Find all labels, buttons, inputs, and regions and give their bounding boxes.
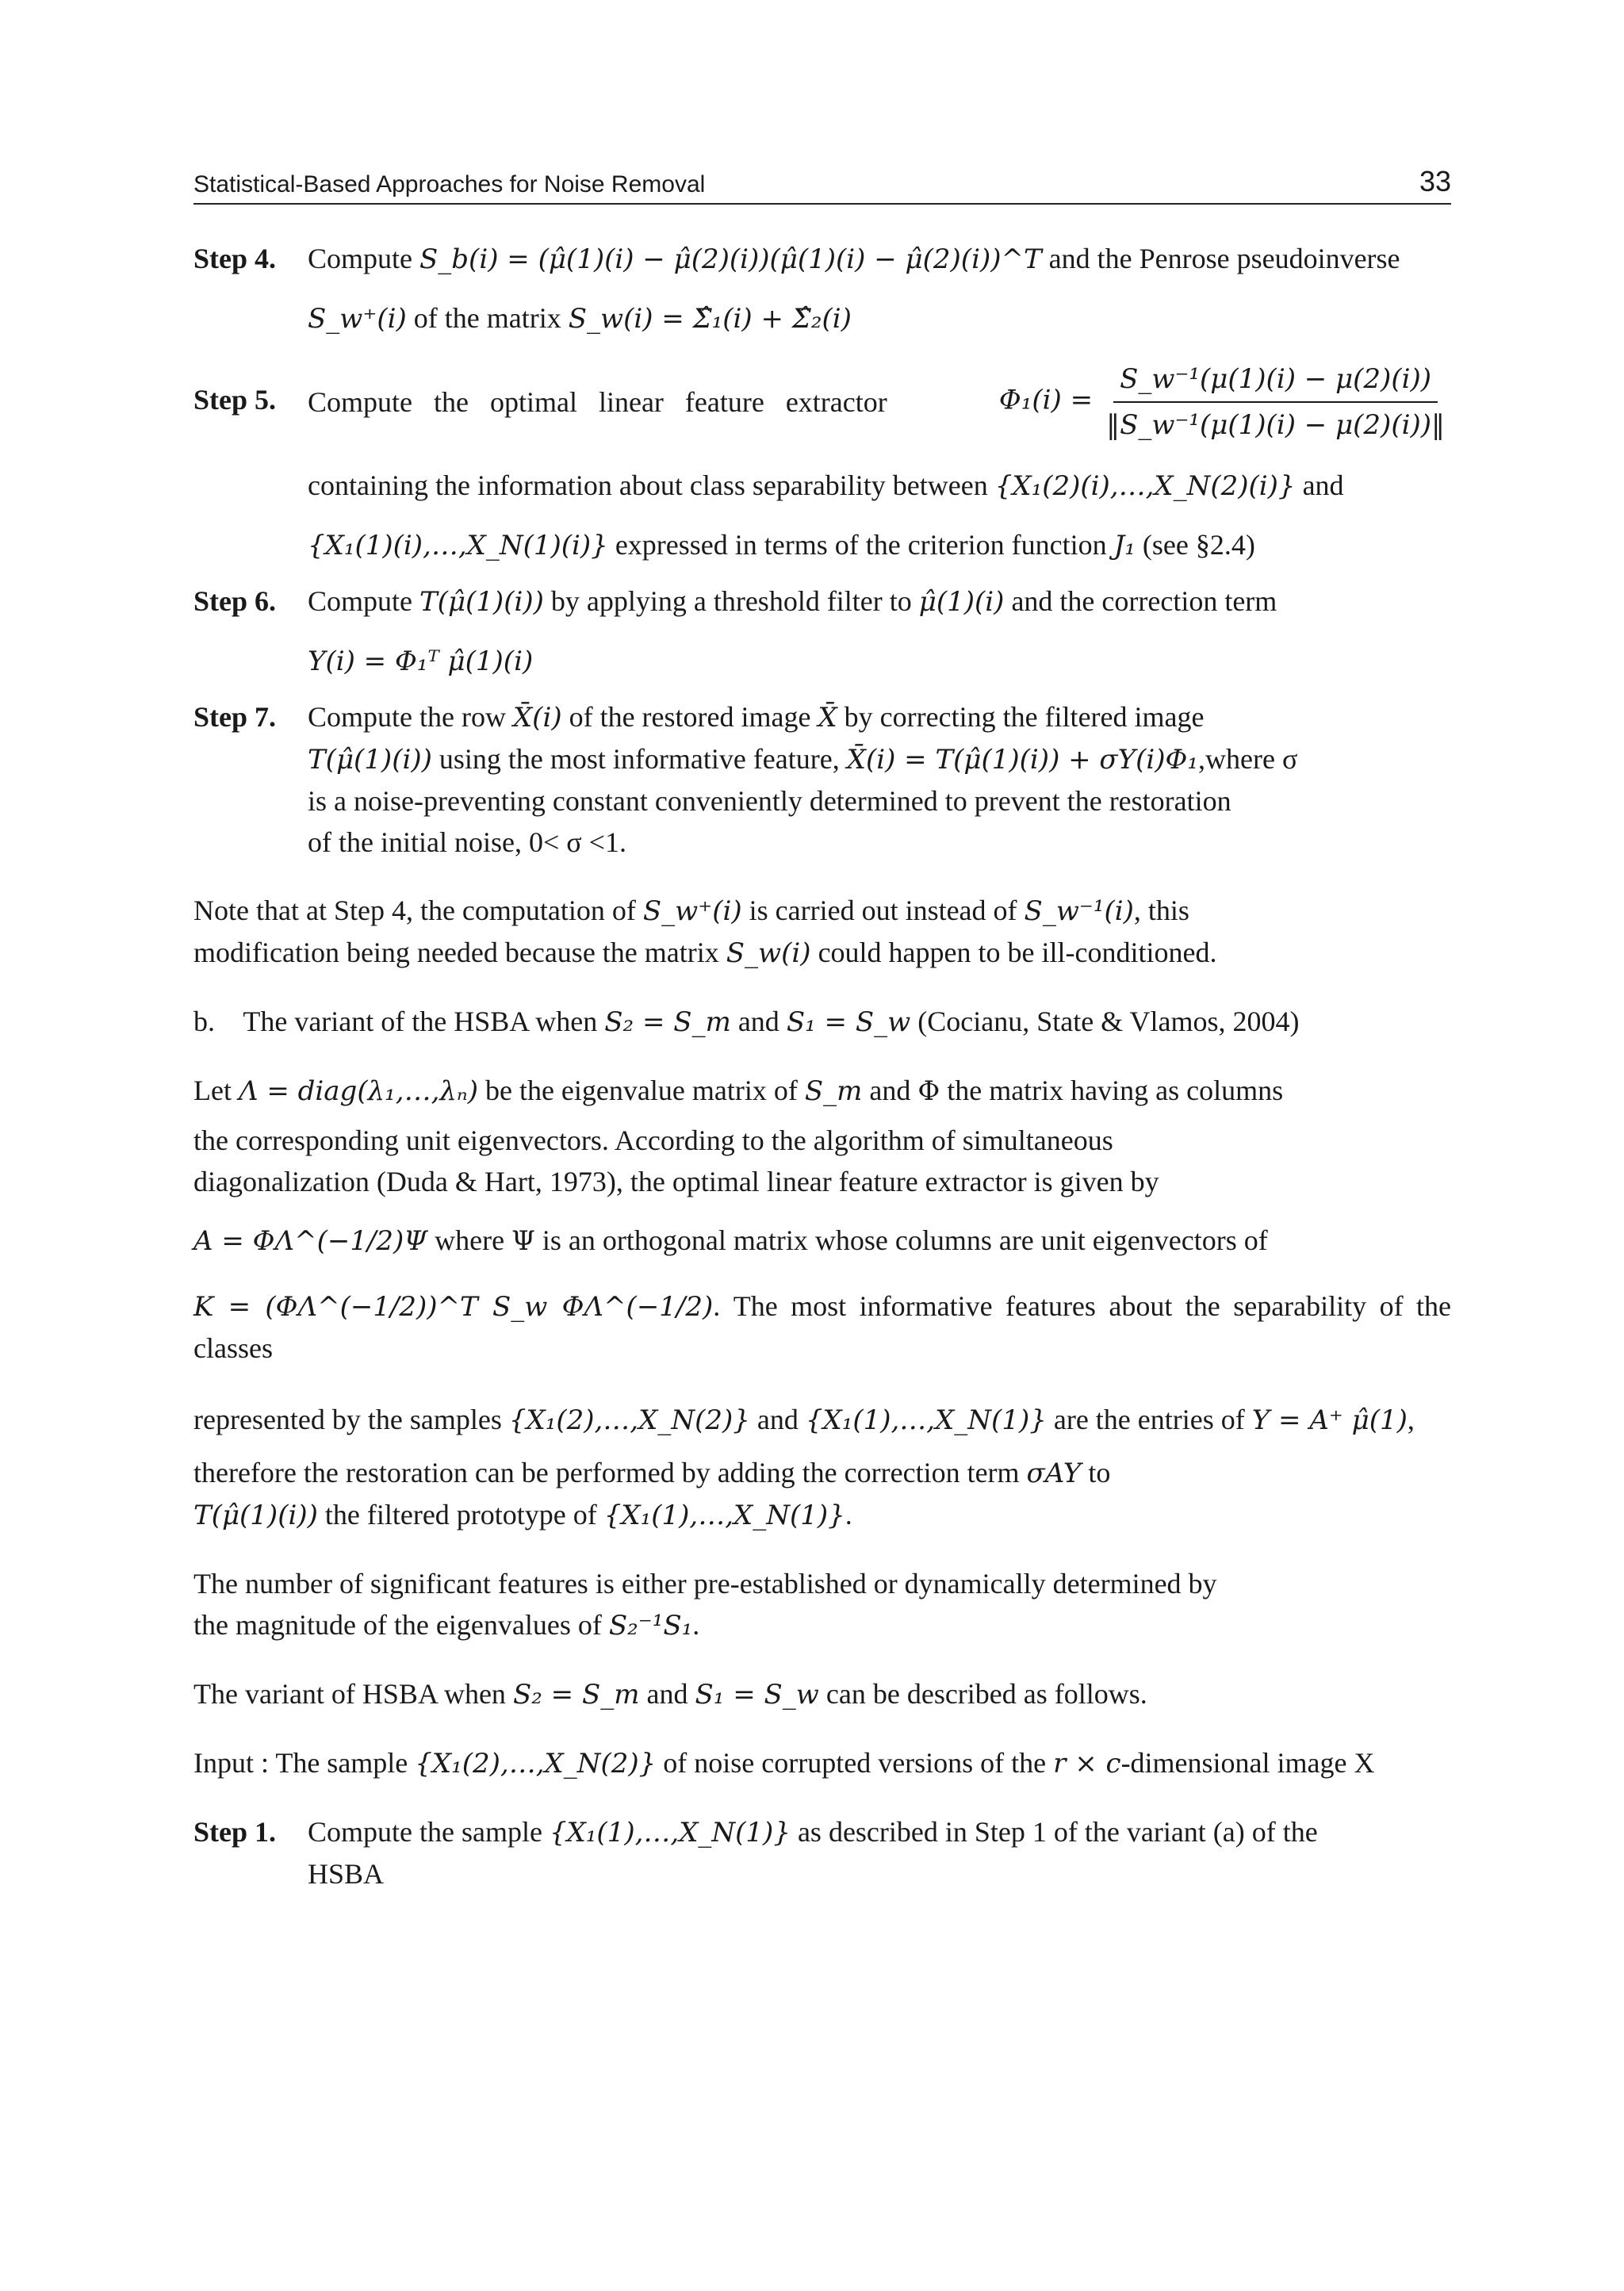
note-paragraph: Note that at Step 4, the computation of S_w⁺(i) is carried out instead of S_w⁻¹(i), this modification being needed because the matrix S_w(i) could happen to be ill-conditioned. xyxy=(193,895,1217,969)
step-7-body xyxy=(308,696,1451,863)
a-formula: A = ΦΛ^(−1/2)Ψ xyxy=(193,1225,428,1257)
x-bar: X̄ xyxy=(818,702,837,734)
set-x2-i: {X₁(2)(i),…,X_N(2)(i)} xyxy=(994,470,1296,502)
sigma-ay: σAY xyxy=(1026,1458,1082,1489)
set-x1-step1: {X₁(1),…,X_N(1)} xyxy=(549,1817,791,1849)
step-5-body xyxy=(308,357,1451,566)
running-head xyxy=(193,165,1451,205)
mu-hat-1: μ̂(1)(i) xyxy=(918,586,1005,618)
k-formula: K = (ΦΛ^(−1/2))^T S_w ΦΛ^(−1/2) xyxy=(193,1291,714,1323)
set-x1-i: {X₁(1)(i),…,X_N(1)(i)} xyxy=(308,530,608,561)
threshold-filter-formula: T(μ̂(1)(i)) xyxy=(419,586,544,618)
step-5-line-3: {X₁(1)(i),…,X_N(1)(i)} expressed in terms of the criterion function J₁ (see §2.4) xyxy=(308,529,1255,561)
step-7-line-1: Compute the row X̄(i) of the restored image X̄ by correcting the filtered image xyxy=(308,701,1205,734)
step-7-line-3: is a noise-preventing constant conveniently determined to prevent the restoration xyxy=(308,785,1231,817)
step-6-body xyxy=(308,580,1451,682)
step-7-label: Step 7. xyxy=(193,701,277,733)
step-4-body xyxy=(308,238,1451,339)
step-4-line-2: S_w⁺(i) of the matrix S_w(i) = Σ̂₁(i) + Σ̂₂(i) xyxy=(308,302,852,335)
step-4-label: Step 4. xyxy=(193,243,277,274)
step-1-label: Step 1. xyxy=(193,1816,277,1848)
set-x2: {X₁(2),…,X_N(2)} xyxy=(508,1404,750,1436)
phi1-denominator: ‖S_w⁻¹(μ(1)(i) − μ(2)(i))‖ xyxy=(1106,409,1445,441)
step-6-label: Step 6. xyxy=(193,585,277,617)
sw-note: S_w(i) xyxy=(726,937,811,969)
step-5-label: Step 5. xyxy=(193,384,277,416)
step-7-line-2: T(μ̂(1)(i)) using the most informative feature, X̄(i) = T(μ̂(1)(i)) + σY(i)Φ₁,where σ xyxy=(308,743,1298,776)
dims: r × c xyxy=(1053,1748,1121,1780)
page-number: 33 xyxy=(1419,165,1451,197)
x-row: X̄(i) xyxy=(512,702,562,734)
y-formula: Y = A⁺ μ̂(1) xyxy=(1251,1404,1408,1436)
step-6 xyxy=(193,580,1451,682)
sw-formula: S_w(i) = Σ̂₁(i) + Σ̂₂(i) xyxy=(568,303,852,335)
filtered-image-formula: T(μ̂(1)(i)) xyxy=(308,744,432,776)
phi1-fraction xyxy=(1100,357,1451,447)
step-4-line-1: Compute S_b(i) = (μ̂(1)(i) − μ̂(2)(i))(μ̂(1)(i) − μ̂(2)(i))^T and the Penrose pseudoinverse xyxy=(308,243,1400,275)
input-set: {X₁(2),…,X_N(2)} xyxy=(415,1748,657,1780)
step-6-line-1: Compute T(μ̂(1)(i)) by applying a threshold filter to μ̂(1)(i) and the correction term xyxy=(308,585,1277,618)
sb-formula: S_b(i) = (μ̂(1)(i) − μ̂(2)(i))(μ̂(1)(i) − μ̂(2)(i))^T xyxy=(419,243,1042,275)
phi1-numerator: S_w⁻¹(μ(1)(i) − μ(2)(i)) xyxy=(1113,357,1438,403)
variant-description: The variant of HSBA when S₂ = S_m and S₁ = S_w can be described as follows. xyxy=(193,1678,1147,1711)
sw-inverse-note: S_w⁻¹(i) xyxy=(1024,895,1134,927)
let-paragraph: Let Λ = diag(λ₁,…,λₙ) be the eigenvalue matrix of S_m and Φ the matrix having as columns the corresponding unit eigenvectors. According to the algorithm of simultaneous diagonalization (Duda & Hart, 1973), the optimal linear feature extractor is given by A = ΦΛ^(−1/2)Ψ where Ψ is an orthogonal matrix whose columns are unit eigenvectors of K = (ΦΛ^(−1/2))^T S_w ΦΛ^(−1/2). The most informative features about the separability of the classes represented by the samples {X₁(2),…,X_N(2)} and {X₁(1),…,X_N(1)} are the entries of Y = A⁺ μ̂(1), therefore the restoration can be performed by adding the correction term σAY to T(μ̂(1)(i)) the filtered prototype of {X₁(1),…,X_N(1)}. xyxy=(193,1075,1452,1531)
step-7 xyxy=(193,696,1451,863)
set-x1-b: {X₁(1),…,X_N(1)} xyxy=(603,1500,845,1531)
running-head-title: Statistical-Based Approaches for Noise Removal xyxy=(193,171,706,197)
restoration-formula: X̄(i) = T(μ̂(1)(i)) + σY(i)Φ₁ xyxy=(846,744,1198,776)
set-x1: {X₁(1),…,X_N(1)} xyxy=(805,1404,1047,1436)
filtered-prototype-formula: T(μ̂(1)(i)) xyxy=(193,1500,318,1531)
page-body xyxy=(193,238,1451,1909)
step-4 xyxy=(193,238,1451,339)
correction-term-formula: Y(i) = Φ₁ᵀ μ̂(1)(i) xyxy=(308,646,534,677)
variant-b-heading: b. The variant of the HSBA when S₂ = S_m and S₁ = S_w (Cocianu, State & Vlamos, 2004) xyxy=(193,1006,1300,1038)
lambda-formula: Λ = diag(λ₁,…,λₙ) xyxy=(238,1075,478,1107)
step-1 xyxy=(193,1811,1451,1894)
step-5-line-2: containing the information about class separability between {X₁(2)(i),…,X_N(2)(i)} and xyxy=(308,469,1344,502)
input-line: Input : The sample {X₁(2),…,X_N(2)} of noise corrupted versions of the r × c-dimensional image X xyxy=(193,1747,1375,1780)
phi1-formula: Φ₁(i) = $\frac{\text{S\_w⁻¹(μ(1)(i) − μ(2)(i))}}{\text{‖S\_w⁻¹(μ(1)(i) − μ(2)(i))‖}}$ xyxy=(999,357,1451,447)
step-1-body: Compute the sample {X₁(1),…,X_N(1)} as described in Step 1 of the variant (a) of the HSBA xyxy=(308,1816,1318,1890)
step-6-line-2 xyxy=(308,640,1451,682)
step-7-line-4: of the initial noise, 0< σ <1. xyxy=(308,826,626,858)
sw-pseudoinverse: S_w⁺(i) xyxy=(308,303,407,335)
step-5 xyxy=(193,357,1451,566)
eigen-expr: S₂⁻¹S₁ xyxy=(608,1610,693,1642)
sw-pseudoinverse-note: S_w⁺(i) xyxy=(642,895,742,927)
step-5-line-1: Compute the optimal linear feature extractor Φ₁(i) = $\frac{\text{S\_w⁻¹(μ(1)(i) − μ(2)(i))}}{\text{‖S\_w⁻¹(μ(1)(i) − μ(2)(i))‖}}$ xyxy=(308,357,1451,447)
features-paragraph: The number of significant features is either pre-established or dynamically determined by the magnitude of the eigenvalues of S₂⁻¹S₁. xyxy=(193,1568,1217,1642)
criterion-j1: J₁ xyxy=(1113,530,1136,561)
